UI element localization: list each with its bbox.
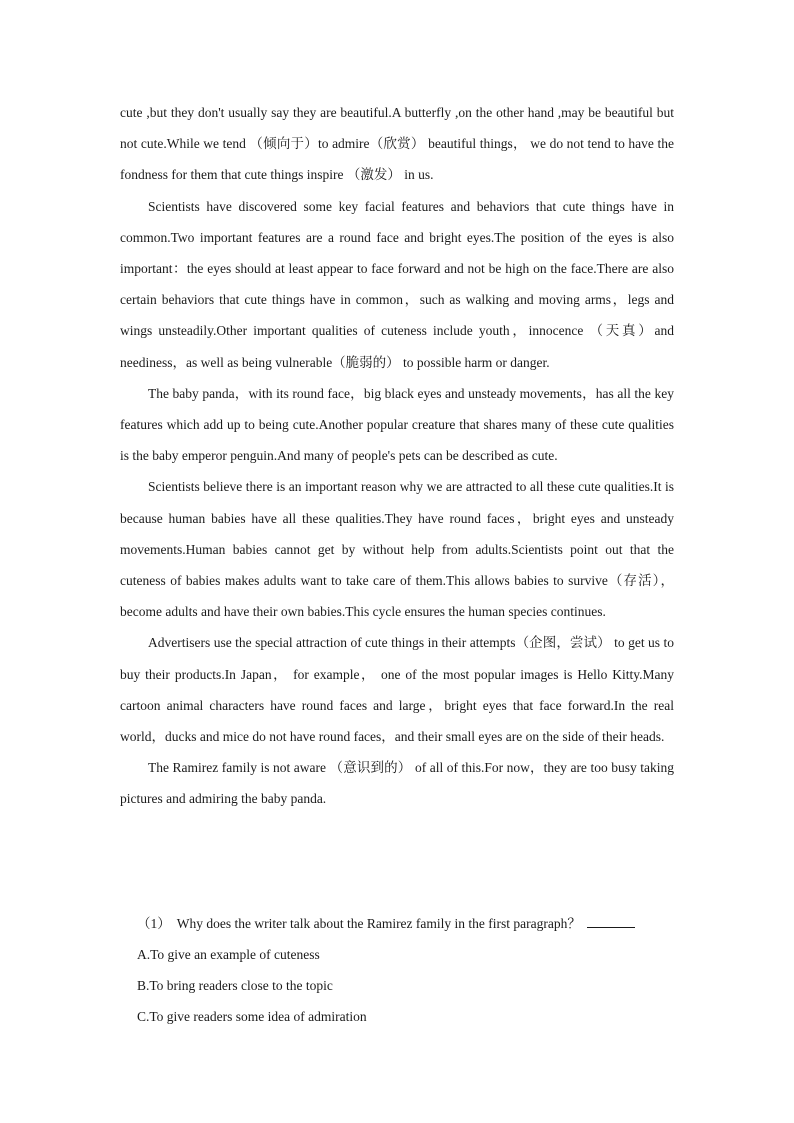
question-stem: Why does the writer talk about the Ramirez family in the first paragraph？ [176,916,581,931]
passage-paragraph-1: cute ,but they don't usually say they are beautiful.A butterfly ,on the other hand ,may be beautiful but not cute.While we tend （倾向于）to admire（欣赏） beautiful things， we do not tend to have the fondness for them that cute things inspire （激发） in us. [120,105,674,183]
passage-paragraph-6: The Ramirez family is not aware （意识到的） of all of this.For now，they are too busy taking pictures and admiring the baby panda. [120,760,674,807]
option-b[interactable]: B.To bring readers close to the topic [137,978,333,993]
question-1 [137,908,677,1032]
passage-paragraph-5: Advertisers use the special attraction of cute things in their attempts（企图，尝试） to get us to buy their products.In Japan， for example， one of the most popular images is Hello Kitty.Many cartoon animal characters have round faces and large，bright eyes that face forward.In the real world，ducks and mice do not have round faces，and their small eyes are on the side of their heads. [120,635,674,745]
passage-paragraph-4: Scientists believe there is an important reason why we are attracted to all these cute qualities.It is because human babies have all these qualities.They have round faces，bright eyes and unsteady movements.Human babies cannot get by without help from adults.Scientists point out that the cuteness of babies makes adults want to take care of them.This allows babies to survive（存活），become adults and have their own babies.This cycle ensures the human species continues. [120,479,674,620]
question-number: （1） [137,916,171,931]
passage-paragraph-3: The baby panda，with its round face，big black eyes and unsteady movements，has all the key features which add up to being cute.Another popular creature that shares many of these cute qualities is the baby emperor penguin.And many of people's pets can be described as cute. [120,385,674,464]
passage-paragraph-2: Scientists have discovered some key facial features and behaviors that cute things have in common.Two important features are a round face and bright eyes.The position of the eyes is also important：the eyes should at least appear to face forward and not be high on the face.There are also certain behaviors that cute things have in common，such as walking and moving arms，legs and wings unsteadily.Other important qualities of cuteness include youth，innocence （天真）and neediness，as well as being vulnerable（脆弱的） to possible harm or danger. [120,198,674,370]
reading-passage [120,97,674,815]
option-c[interactable]: C.To give readers some idea of admiration [137,1009,367,1024]
answer-blank[interactable] [587,915,635,928]
question-stem-line [137,908,677,939]
option-a[interactable]: A.To give an example of cuteness [137,947,320,962]
